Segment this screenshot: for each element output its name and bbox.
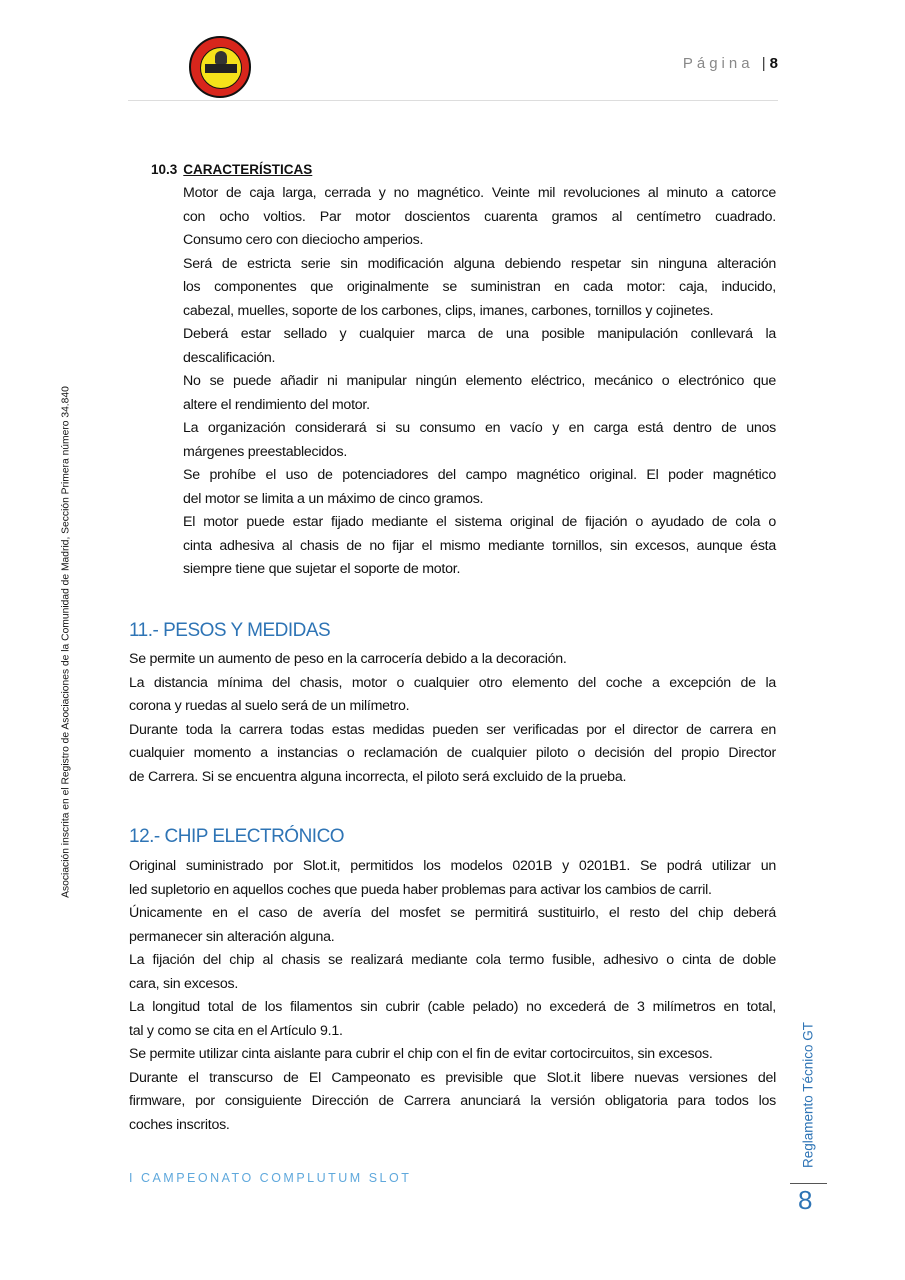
page-number-header: Página | 8 [682, 55, 778, 72]
text-line: corona y ruedas al suelo será de un milímetro. [129, 698, 410, 714]
paragraph [129, 672, 776, 719]
paragraph [129, 996, 776, 1043]
text-line: La longitud total de los filamentos sin cubrir (cable pelado) no excederá de 3 milímetros en total, [129, 999, 776, 1015]
paragraph [129, 719, 776, 790]
text-line: del motor se limita a un máximo de cinco gramos. [183, 490, 484, 507]
paragraph [129, 855, 776, 902]
section-10-3-body [183, 182, 776, 582]
text-line: Original suministrado por Slot.it, permitidos los modelos 0201B y 0201B1. Se podrá utilizar un [129, 858, 776, 874]
paragraph [183, 464, 776, 511]
section-11-heading: 11.- PESOS Y MEDIDAS [129, 620, 331, 641]
paragraph [183, 370, 776, 417]
text-line: descalificación. [183, 349, 276, 366]
section-12-heading: 12.- CHIP ELECTRÓNICO [129, 826, 345, 847]
section-number: 10.3 [151, 162, 178, 177]
footer-championship-name: I CAMPEONATO COMPLUTUM SLOT [129, 1171, 412, 1185]
paragraph [183, 253, 776, 324]
text-line: altere el rendimiento del motor. [183, 396, 370, 413]
text-line: Deberá estar sellado y cualquier marca de una posible manipulación conllevará la [183, 326, 776, 342]
paragraph [183, 417, 776, 464]
text-line: El motor puede estar fijado mediante el sistema original de fijación o ayudado de cola o [183, 514, 776, 530]
text-line: permanecer sin alteración alguna. [129, 928, 335, 945]
section-12-body [129, 855, 776, 1137]
text-line: siempre tiene que sujetar el soporte de motor. [183, 561, 461, 577]
paragraph [129, 902, 776, 949]
text-line: La fijación del chip al chasis se realizará mediante cola termo fusible, adhesivo o cinta de doble [129, 952, 776, 968]
club-logo [189, 36, 251, 98]
paragraph [183, 323, 776, 370]
text-line: Se permite utilizar cinta aislante para cubrir el chip con el fin de evitar cortocircuitos, sin excesos. [129, 1046, 713, 1062]
paragraph [183, 511, 776, 582]
section-10-3-heading [151, 162, 312, 177]
text-line: firmware, por consiguiente Dirección de Carrera anunciará la versión obligatoria para todos los [129, 1093, 776, 1109]
text-line: cualquier momento a instancias o reclamación de cualquier piloto o decisión del propio Director [129, 745, 776, 761]
text-line: cabezal, muelles, soporte de los carbones, clips, imanes, carbones, tornillos y cojinetes. [183, 302, 714, 319]
text-line: Se permite un aumento de peso en la carrocería debido a la decoración. [129, 651, 567, 667]
footer-divider [790, 1183, 827, 1184]
text-line: No se puede añadir ni manipular ningún elemento eléctrico, mecánico o electrónico que [183, 373, 776, 389]
text-line: los componentes que originalmente se suministran en cada motor: caja, inducido, [183, 279, 776, 295]
page-label: Página [682, 55, 754, 72]
text-line: cara, sin excesos. [129, 975, 239, 992]
text-line: Durante el transcurso de El Campeonato es previsible que Slot.it libere nuevas versiones del [129, 1069, 776, 1086]
section-title: CARACTERÍSTICAS [183, 162, 313, 177]
text-line: coches inscritos. [129, 1116, 230, 1133]
text-line: Se prohíbe el uso de potenciadores del campo magnético original. El poder magnético [183, 467, 776, 483]
footer-document-title: Reglamento Técnico GT [800, 1021, 816, 1169]
paragraph [129, 949, 776, 996]
text-line: con ocho voltios. Par motor doscientos cuarenta gramos al centímetro cuadrado. [183, 208, 776, 225]
page-number: 8 [769, 55, 778, 72]
text-line: Será de estricta serie sin modificación alguna debiendo respetar sin ninguna alteración [183, 255, 776, 272]
text-line: Únicamente en el caso de avería del mosfet se permitirá sustituirlo, el resto del chip deberá [129, 905, 776, 921]
paragraph [129, 1043, 776, 1067]
footer-page-number: 8 [798, 1185, 813, 1215]
text-line: led supletorio en aquellos coches que pueda haber problemas para activar los cambios de carril. [129, 881, 712, 898]
association-registration-text: Asociación inscrita en el Registro de Asociaciones de la Comunidad de Madrid, Sección Primera número 34.840 [60, 386, 72, 898]
text-line: Durante toda la carrera todas estas medidas pueden ser verificadas por el director de carrera en [129, 721, 776, 738]
text-line: tal y como se cita en el Artículo 9.1. [129, 1022, 343, 1039]
text-line: de Carrera. Si se encuentra alguna incorrecta, el piloto será excluido de la prueba. [129, 768, 627, 785]
paragraph [129, 1067, 776, 1138]
section-11-body [129, 648, 776, 789]
paragraph [183, 182, 776, 253]
text-line: Consumo cero con dieciocho amperios. [183, 232, 424, 248]
text-line: márgenes preestablecidos. [183, 443, 348, 460]
text-line: cinta adhesiva al chasis de no fijar el mismo mediante tornillos, sin excesos, aunque ésta [183, 537, 776, 554]
text-line: La organización considerará si su consumo en vacío y en carga está dentro de unos [183, 420, 776, 436]
text-line: Motor de caja larga, cerrada y no magnético. Veinte mil revoluciones al minuto a catorce [183, 185, 776, 201]
text-line: La distancia mínima del chasis, motor o cualquier otro elemento del coche a excepción de la [129, 674, 776, 691]
paragraph [129, 648, 776, 672]
header-divider [128, 100, 778, 101]
